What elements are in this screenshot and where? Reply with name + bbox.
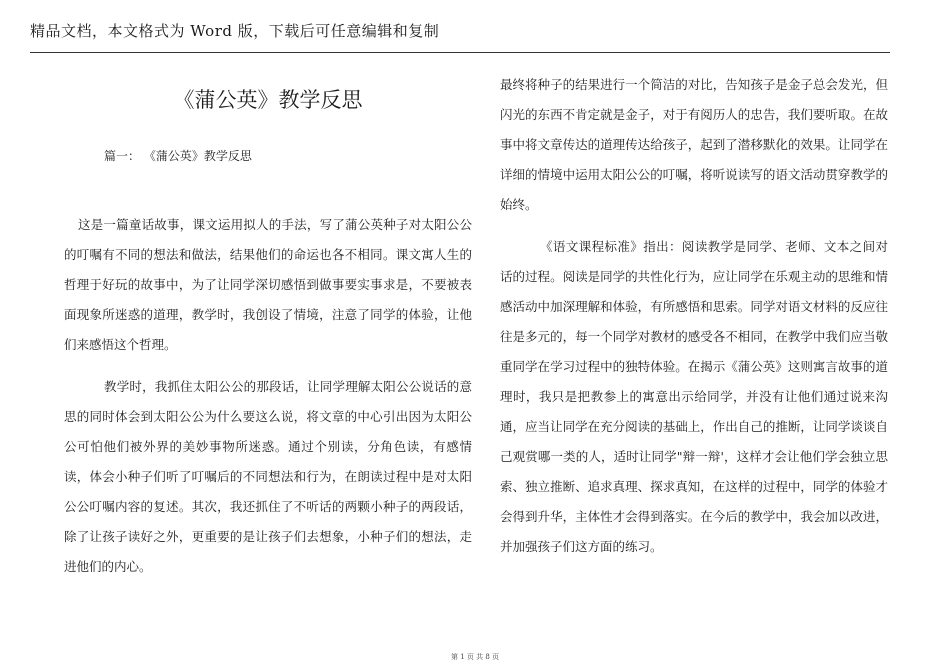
page-number: 第 1 页 共 8 页 <box>450 653 500 661</box>
page-header: 精品文档，本文格式为 Word 版，下载后可任意编辑和复制 <box>30 22 440 40</box>
right-column <box>500 70 888 562</box>
paragraph: 最终将种子的结果进行一个简洁的对比，告知孩子是金子总会发光，但闪光的东西不肯定就是金子，对于有阅历人的忠告，我们要听取。在故事中将文章传达的道理传达给孩子，起到了潜移默化的效果。让同学在详细的情境中运用太阳公公的叮嘱，将听说读写的语文活动贯穿教学的始终。 <box>500 77 888 212</box>
paragraph: 这是一篇童话故事，课文运用拟人的手法，写了蒲公英种子对太阳公公的叮嘱有不同的想法和做法，结果他们的命运也各不相同。课文寓人生的哲理于好玩的故事中，为了让同学深切感悟到做事要实事求是，不要被表面现象所迷惑的道理，教学时，我创设了情境，注意了同学的体验，让他们来感悟这个哲理。 <box>64 217 472 352</box>
paragraph: 《语文课程标准》指出：阅读教学是同学、老师、文本之间对话的过程。阅读是同学的共性化行为，应让同学在乐观主动的思维和情感活动中加深理解和体验，有所感悟和思索。同学对语文材料的反应往往是多元的，每一个同学对教材的感受各不相同，在教学中我们应当敬重同学在学习过程中的独特体验。在揭示《蒲公英》这则寓言故事的道理时，我只是把教参上的寓意出示给同学，并没有让他们通过说来沟通，应当让同学在充分阅读的基础上，作出自己的推断，让同学谈谈自己观赏哪一类的人，适时让同学"辩一辩'，这样才会让他们学会独立思索、独立推断、追求真理、探求真知，在这样的过程中，同学的体验才会得到升华，主体性才会得到落实。在今后的教学中，我会加以改进，并加强孩子们这方面的练习。 <box>500 239 888 554</box>
document-title: 《蒲公英》教学反思 <box>173 88 363 112</box>
paragraph: 教学时，我抓住太阳公公的那段话，让同学理解太阳公公说话的意思的同时体会到太阳公公为什么要这么说，将文章的中心引出因为太阳公公可怕他们被外界的美妙事物所迷惑。通过个别读，分角色读，有感情读，体会小种子们听了叮嘱后的不同想法和行为，在朗读过程中是对太阳公公叮嘱内容的复述。其次，我还抓住了不听话的两颗小种子的两段话，除了让孩子读好之外，更重要的是让孩子们去想象，小种子们的想法，走进他们的内心。 <box>64 379 472 574</box>
left-column <box>64 70 472 582</box>
section-subtitle: 篇一： 《蒲公英》教学反思 <box>104 149 252 163</box>
header-divider <box>30 52 890 53</box>
